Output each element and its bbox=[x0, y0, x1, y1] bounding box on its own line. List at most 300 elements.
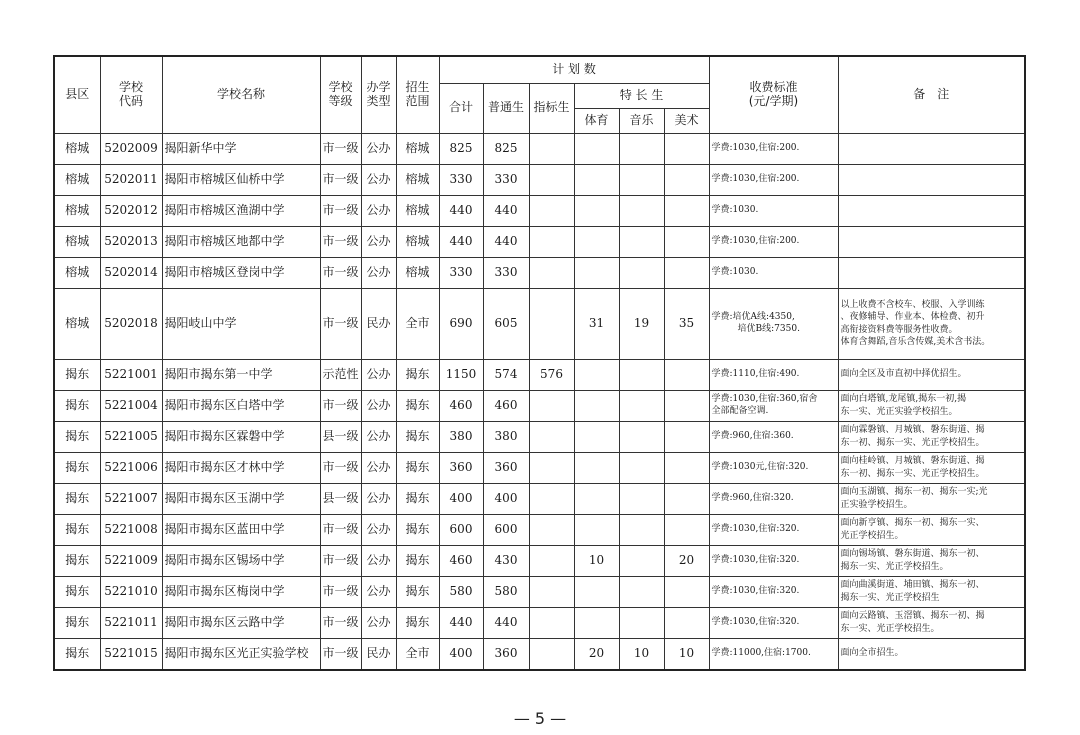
total-cell: 600 bbox=[439, 514, 483, 545]
pe-cell bbox=[574, 483, 619, 514]
quota-cell bbox=[529, 452, 574, 483]
note-cell bbox=[838, 359, 1025, 390]
fee-line-1: 学费:培优A线:4350, bbox=[711, 311, 795, 322]
county-cell: 榕城 bbox=[54, 226, 100, 257]
total-cell: 460 bbox=[439, 390, 483, 421]
fee-line-1: 学费:1030. bbox=[711, 266, 759, 277]
quota-cell bbox=[529, 288, 574, 359]
fee-line-2: 全部配备空调. bbox=[711, 405, 769, 416]
note-line-2: 东一实、光正学校招生。 bbox=[840, 623, 940, 634]
note-line-1: 面向全区及市直初中择优招生。 bbox=[840, 369, 967, 380]
fee-line-1: 学费:1030. bbox=[711, 204, 759, 215]
header-art: 美术 bbox=[664, 108, 709, 133]
header-type: 办学 类型 bbox=[361, 56, 396, 133]
level-cell: 市一级 bbox=[320, 257, 361, 288]
pe-cell bbox=[574, 359, 619, 390]
total-cell: 440 bbox=[439, 226, 483, 257]
range-cell: 榕城 bbox=[396, 164, 439, 195]
level-cell: 市一级 bbox=[320, 514, 361, 545]
quota-cell bbox=[529, 514, 574, 545]
note-line-2: 揭东一实、光正学校招生。 bbox=[840, 561, 949, 572]
table-row bbox=[54, 195, 1025, 226]
fee-cell bbox=[709, 390, 838, 421]
total-cell: 400 bbox=[439, 638, 483, 670]
music-cell bbox=[619, 164, 664, 195]
music-cell bbox=[619, 226, 664, 257]
type-cell: 公办 bbox=[361, 483, 396, 514]
note-cell bbox=[838, 390, 1025, 421]
school-name-cell: 揭阳市揭东区锡场中学 bbox=[162, 545, 320, 576]
code-cell: 5221011 bbox=[100, 607, 162, 638]
regular-cell: 580 bbox=[483, 576, 529, 607]
type-cell: 民办 bbox=[361, 638, 396, 670]
regular-cell: 360 bbox=[483, 452, 529, 483]
type-cell: 公办 bbox=[361, 607, 396, 638]
note-cell bbox=[838, 288, 1025, 359]
music-cell bbox=[619, 576, 664, 607]
level-cell: 示范性 bbox=[320, 359, 361, 390]
range-cell: 榕城 bbox=[396, 133, 439, 164]
school-name-cell: 揭阳市揭东区梅岗中学 bbox=[162, 576, 320, 607]
county-cell: 榕城 bbox=[54, 133, 100, 164]
regular-cell: 600 bbox=[483, 514, 529, 545]
total-cell: 1150 bbox=[439, 359, 483, 390]
county-cell: 揭东 bbox=[54, 607, 100, 638]
type-cell: 民办 bbox=[361, 288, 396, 359]
fee-line-1: 学费:1030,住宿:200. bbox=[711, 173, 800, 184]
level-cell: 县一级 bbox=[320, 421, 361, 452]
county-cell: 揭东 bbox=[54, 359, 100, 390]
header-special: 特 长 生 bbox=[574, 83, 709, 108]
county-cell: 揭东 bbox=[54, 514, 100, 545]
total-cell: 440 bbox=[439, 607, 483, 638]
table-row bbox=[54, 226, 1025, 257]
pe-cell: 20 bbox=[574, 638, 619, 670]
quota-cell bbox=[529, 545, 574, 576]
fee-line-1: 学费:1030,住宿:320. bbox=[711, 616, 800, 627]
level-cell: 市一级 bbox=[320, 545, 361, 576]
type-cell: 公办 bbox=[361, 133, 396, 164]
header-regular: 普通生 bbox=[483, 83, 529, 133]
music-cell bbox=[619, 421, 664, 452]
table-row bbox=[54, 452, 1025, 483]
music-cell: 19 bbox=[619, 288, 664, 359]
music-cell bbox=[619, 195, 664, 226]
table-row bbox=[54, 288, 1025, 359]
music-cell bbox=[619, 133, 664, 164]
school-name-cell: 揭阳市揭东区才林中学 bbox=[162, 452, 320, 483]
type-cell: 公办 bbox=[361, 390, 396, 421]
regular-cell: 360 bbox=[483, 638, 529, 670]
music-cell bbox=[619, 545, 664, 576]
range-cell: 揭东 bbox=[396, 452, 439, 483]
code-cell: 5221010 bbox=[100, 576, 162, 607]
quota-cell bbox=[529, 133, 574, 164]
type-cell: 公办 bbox=[361, 576, 396, 607]
range-cell: 揭东 bbox=[396, 421, 439, 452]
note-line-2: 东一实、光正实验学校招生。 bbox=[840, 406, 958, 417]
fee-line-1: 学费:1030,住宿:200. bbox=[711, 142, 800, 153]
header-music: 音乐 bbox=[619, 108, 664, 133]
table-row bbox=[54, 607, 1025, 638]
code-cell: 5202018 bbox=[100, 288, 162, 359]
table-header bbox=[54, 56, 1025, 133]
range-cell: 揭东 bbox=[396, 545, 439, 576]
pe-cell bbox=[574, 226, 619, 257]
county-cell: 揭东 bbox=[54, 576, 100, 607]
county-cell: 揭东 bbox=[54, 390, 100, 421]
type-cell: 公办 bbox=[361, 359, 396, 390]
school-name-cell: 揭阳市榕城区仙桥中学 bbox=[162, 164, 320, 195]
header-pe: 体育 bbox=[574, 108, 619, 133]
quota-cell bbox=[529, 195, 574, 226]
art-cell bbox=[664, 421, 709, 452]
total-cell: 460 bbox=[439, 545, 483, 576]
header-total: 合计 bbox=[439, 83, 483, 133]
music-cell bbox=[619, 514, 664, 545]
fee-line-1: 学费:11000,住宿:1700. bbox=[711, 647, 811, 658]
total-cell: 330 bbox=[439, 257, 483, 288]
table-row bbox=[54, 638, 1025, 670]
quota-cell bbox=[529, 607, 574, 638]
note-cell bbox=[838, 195, 1025, 226]
pe-cell bbox=[574, 452, 619, 483]
quota-cell bbox=[529, 226, 574, 257]
regular-cell: 430 bbox=[483, 545, 529, 576]
note-cell bbox=[838, 545, 1025, 576]
level-cell: 市一级 bbox=[320, 226, 361, 257]
county-cell: 揭东 bbox=[54, 638, 100, 670]
pe-cell bbox=[574, 421, 619, 452]
quota-cell bbox=[529, 257, 574, 288]
fee-line-1: 学费:1110,住宿:490. bbox=[711, 368, 800, 379]
header-note: 备 注 bbox=[838, 56, 1025, 133]
pe-cell bbox=[574, 195, 619, 226]
header-fee: 收费标准 (元/学期) bbox=[709, 56, 838, 133]
school-name-cell: 揭阳岐山中学 bbox=[162, 288, 320, 359]
fee-cell bbox=[709, 164, 838, 195]
range-cell: 揭东 bbox=[396, 483, 439, 514]
regular-cell: 440 bbox=[483, 607, 529, 638]
fee-cell bbox=[709, 226, 838, 257]
fee-line-2: 培优B线:7350. bbox=[737, 323, 800, 334]
table-row bbox=[54, 576, 1025, 607]
regular-cell: 574 bbox=[483, 359, 529, 390]
type-cell: 公办 bbox=[361, 514, 396, 545]
header-level: 学校 等级 bbox=[320, 56, 361, 133]
fee-cell bbox=[709, 359, 838, 390]
county-cell: 榕城 bbox=[54, 257, 100, 288]
fee-line-1: 学费:1030,住宿:320. bbox=[711, 585, 800, 596]
type-cell: 公办 bbox=[361, 545, 396, 576]
fee-cell bbox=[709, 195, 838, 226]
header-range: 招生 范围 bbox=[396, 56, 439, 133]
music-cell bbox=[619, 390, 664, 421]
table-row bbox=[54, 545, 1025, 576]
art-cell bbox=[664, 164, 709, 195]
fee-cell bbox=[709, 133, 838, 164]
note-line-1: 面向云路镇、玉滘镇、揭东一初、揭 bbox=[840, 611, 985, 622]
county-cell: 揭东 bbox=[54, 421, 100, 452]
pe-cell bbox=[574, 257, 619, 288]
fee-cell bbox=[709, 638, 838, 670]
regular-cell: 400 bbox=[483, 483, 529, 514]
county-cell: 榕城 bbox=[54, 195, 100, 226]
art-cell: 35 bbox=[664, 288, 709, 359]
school-name-cell: 揭阳市榕城区登岗中学 bbox=[162, 257, 320, 288]
note-cell bbox=[838, 257, 1025, 288]
code-cell: 5221009 bbox=[100, 545, 162, 576]
note-cell bbox=[838, 514, 1025, 545]
level-cell: 市一级 bbox=[320, 195, 361, 226]
range-cell: 全市 bbox=[396, 638, 439, 670]
pe-cell bbox=[574, 390, 619, 421]
fee-line-1: 学费:1030,住宿:320. bbox=[711, 554, 800, 565]
fee-cell bbox=[709, 483, 838, 514]
fee-cell bbox=[709, 576, 838, 607]
school-name-cell: 揭阳市榕城区地都中学 bbox=[162, 226, 320, 257]
code-cell: 5221008 bbox=[100, 514, 162, 545]
school-name-cell: 揭阳市揭东区玉湖中学 bbox=[162, 483, 320, 514]
fee-line-1: 学费:960,住宿:360. bbox=[711, 430, 794, 441]
range-cell: 揭东 bbox=[396, 607, 439, 638]
county-cell: 揭东 bbox=[54, 483, 100, 514]
fee-cell bbox=[709, 545, 838, 576]
type-cell: 公办 bbox=[361, 257, 396, 288]
type-cell: 公办 bbox=[361, 195, 396, 226]
note-cell bbox=[838, 421, 1025, 452]
code-cell: 5202012 bbox=[100, 195, 162, 226]
type-cell: 公办 bbox=[361, 452, 396, 483]
pe-cell bbox=[574, 607, 619, 638]
note-line-1: 面向新亨镇、揭东一初、揭东一实、 bbox=[840, 518, 985, 529]
county-cell: 榕城 bbox=[54, 164, 100, 195]
code-cell: 5202009 bbox=[100, 133, 162, 164]
table-row bbox=[54, 257, 1025, 288]
regular-cell: 330 bbox=[483, 164, 529, 195]
note-line-3: 高衔接资料费等服务性收费。 bbox=[840, 324, 958, 335]
note-line-2: 光正学校招生。 bbox=[840, 530, 904, 541]
school-name-cell: 揭阳市揭东区白塔中学 bbox=[162, 390, 320, 421]
code-cell: 5202011 bbox=[100, 164, 162, 195]
quota-cell bbox=[529, 576, 574, 607]
type-cell: 公办 bbox=[361, 421, 396, 452]
range-cell: 揭东 bbox=[396, 576, 439, 607]
fee-cell bbox=[709, 607, 838, 638]
code-cell: 5221004 bbox=[100, 390, 162, 421]
total-cell: 580 bbox=[439, 576, 483, 607]
note-line-1: 面向玉湖镇、揭东一初、揭东一实;光 bbox=[840, 487, 988, 498]
school-name-cell: 揭阳市榕城区渔湖中学 bbox=[162, 195, 320, 226]
note-line-2: 东一初、揭东一实、光正学校招生。 bbox=[840, 468, 985, 479]
quota-cell bbox=[529, 483, 574, 514]
range-cell: 榕城 bbox=[396, 226, 439, 257]
note-line-1: 面向锡场镇、磐东街道、揭东一初、 bbox=[840, 549, 985, 560]
art-cell bbox=[664, 607, 709, 638]
code-cell: 5221001 bbox=[100, 359, 162, 390]
table-row bbox=[54, 390, 1025, 421]
note-line-2: 、夜修辅导、作业本、体检费、初升 bbox=[840, 312, 985, 323]
quota-cell bbox=[529, 421, 574, 452]
range-cell: 全市 bbox=[396, 288, 439, 359]
music-cell bbox=[619, 359, 664, 390]
total-cell: 380 bbox=[439, 421, 483, 452]
header-code: 学校 代码 bbox=[100, 56, 162, 133]
art-cell bbox=[664, 195, 709, 226]
header-plan: 计 划 数 bbox=[439, 56, 709, 83]
header-school-name: 学校名称 bbox=[162, 56, 320, 133]
art-cell bbox=[664, 257, 709, 288]
table-row bbox=[54, 164, 1025, 195]
range-cell: 榕城 bbox=[396, 195, 439, 226]
quota-cell: 576 bbox=[529, 359, 574, 390]
range-cell: 揭东 bbox=[396, 359, 439, 390]
level-cell: 市一级 bbox=[320, 452, 361, 483]
school-name-cell: 揭阳市揭东区云路中学 bbox=[162, 607, 320, 638]
note-line-1: 面向桂岭镇、月城镇、磐东街道、揭 bbox=[840, 456, 985, 467]
note-line-1: 面向白塔镇,龙尾镇,揭东一初,揭 bbox=[840, 394, 967, 405]
table-row bbox=[54, 483, 1025, 514]
art-cell bbox=[664, 226, 709, 257]
range-cell: 揭东 bbox=[396, 390, 439, 421]
fee-line-1: 学费:1030元,住宿:320. bbox=[711, 461, 809, 472]
total-cell: 825 bbox=[439, 133, 483, 164]
note-cell bbox=[838, 483, 1025, 514]
code-cell: 5221015 bbox=[100, 638, 162, 670]
note-line-1: 面向曲溪街道、埔田镇、揭东一初、 bbox=[840, 580, 985, 591]
school-name-cell: 揭阳市揭东区光正实验学校 bbox=[162, 638, 320, 670]
code-cell: 5202014 bbox=[100, 257, 162, 288]
art-cell bbox=[664, 133, 709, 164]
note-cell bbox=[838, 164, 1025, 195]
regular-cell: 825 bbox=[483, 133, 529, 164]
header-quota: 指标生 bbox=[529, 83, 574, 133]
note-line-2: 正实验学校招生。 bbox=[840, 499, 913, 510]
art-cell: 10 bbox=[664, 638, 709, 670]
school-name-cell: 揭阳市揭东第一中学 bbox=[162, 359, 320, 390]
fee-cell bbox=[709, 421, 838, 452]
total-cell: 440 bbox=[439, 195, 483, 226]
note-line-4: 体育含舞蹈,音乐含传媒,美术含书法。 bbox=[840, 336, 991, 347]
pe-cell: 10 bbox=[574, 545, 619, 576]
art-cell bbox=[664, 576, 709, 607]
note-cell bbox=[838, 452, 1025, 483]
art-cell: 20 bbox=[664, 545, 709, 576]
range-cell: 榕城 bbox=[396, 257, 439, 288]
total-cell: 400 bbox=[439, 483, 483, 514]
regular-cell: 605 bbox=[483, 288, 529, 359]
note-line-1: 面向全市招生。 bbox=[840, 648, 904, 659]
county-cell: 揭东 bbox=[54, 545, 100, 576]
fee-line-1: 学费:960,住宿:320. bbox=[711, 492, 794, 503]
regular-cell: 380 bbox=[483, 421, 529, 452]
fee-line-1: 学费:1030,住宿:320. bbox=[711, 523, 800, 534]
table-row bbox=[54, 421, 1025, 452]
fee-cell bbox=[709, 514, 838, 545]
admission-plan-table bbox=[53, 55, 1026, 671]
note-cell bbox=[838, 638, 1025, 670]
art-cell bbox=[664, 514, 709, 545]
pe-cell bbox=[574, 164, 619, 195]
pe-cell bbox=[574, 514, 619, 545]
table-row bbox=[54, 514, 1025, 545]
table-row bbox=[54, 359, 1025, 390]
pe-cell bbox=[574, 576, 619, 607]
total-cell: 360 bbox=[439, 452, 483, 483]
code-cell: 5202013 bbox=[100, 226, 162, 257]
fee-line-1: 学费:1030,住宿:200. bbox=[711, 235, 800, 246]
header-county: 县区 bbox=[54, 56, 100, 133]
music-cell bbox=[619, 452, 664, 483]
regular-cell: 440 bbox=[483, 195, 529, 226]
county-cell: 榕城 bbox=[54, 288, 100, 359]
pe-cell: 31 bbox=[574, 288, 619, 359]
page-number: — 5 — bbox=[513, 709, 567, 728]
regular-cell: 330 bbox=[483, 257, 529, 288]
table-body bbox=[54, 133, 1025, 670]
fee-cell bbox=[709, 288, 838, 359]
code-cell: 5221006 bbox=[100, 452, 162, 483]
regular-cell: 460 bbox=[483, 390, 529, 421]
quota-cell bbox=[529, 164, 574, 195]
level-cell: 市一级 bbox=[320, 390, 361, 421]
level-cell: 市一级 bbox=[320, 638, 361, 670]
fee-cell bbox=[709, 452, 838, 483]
level-cell: 县一级 bbox=[320, 483, 361, 514]
fee-line-1: 学费:1030,住宿:360,宿舍 bbox=[711, 393, 818, 404]
music-cell: 10 bbox=[619, 638, 664, 670]
music-cell bbox=[619, 257, 664, 288]
range-cell: 揭东 bbox=[396, 514, 439, 545]
level-cell: 市一级 bbox=[320, 133, 361, 164]
art-cell bbox=[664, 390, 709, 421]
note-cell bbox=[838, 607, 1025, 638]
note-cell bbox=[838, 576, 1025, 607]
art-cell bbox=[664, 452, 709, 483]
music-cell bbox=[619, 483, 664, 514]
type-cell: 公办 bbox=[361, 164, 396, 195]
level-cell: 市一级 bbox=[320, 164, 361, 195]
school-name-cell: 揭阳市揭东区霖磐中学 bbox=[162, 421, 320, 452]
note-cell bbox=[838, 133, 1025, 164]
school-name-cell: 揭阳市揭东区蓝田中学 bbox=[162, 514, 320, 545]
total-cell: 690 bbox=[439, 288, 483, 359]
note-cell bbox=[838, 226, 1025, 257]
quota-cell bbox=[529, 638, 574, 670]
code-cell: 5221007 bbox=[100, 483, 162, 514]
code-cell: 5221005 bbox=[100, 421, 162, 452]
note-line-1: 以上收费不含校车、校服、入学训练 bbox=[840, 300, 985, 311]
county-cell: 揭东 bbox=[54, 452, 100, 483]
school-name-cell: 揭阳新华中学 bbox=[162, 133, 320, 164]
note-line-2: 东一初、揭东一实、光正学校招生。 bbox=[840, 437, 985, 448]
note-line-1: 面向霖磐镇、月城镇、磐东街道、揭 bbox=[840, 425, 985, 436]
quota-cell bbox=[529, 390, 574, 421]
regular-cell: 440 bbox=[483, 226, 529, 257]
type-cell: 公办 bbox=[361, 226, 396, 257]
table-row bbox=[54, 133, 1025, 164]
level-cell: 市一级 bbox=[320, 576, 361, 607]
fee-cell bbox=[709, 257, 838, 288]
total-cell: 330 bbox=[439, 164, 483, 195]
art-cell bbox=[664, 483, 709, 514]
pe-cell bbox=[574, 133, 619, 164]
music-cell bbox=[619, 607, 664, 638]
level-cell: 市一级 bbox=[320, 607, 361, 638]
note-line-2: 揭东一实、光正学校招生 bbox=[840, 592, 940, 603]
art-cell bbox=[664, 359, 709, 390]
level-cell: 市一级 bbox=[320, 288, 361, 359]
